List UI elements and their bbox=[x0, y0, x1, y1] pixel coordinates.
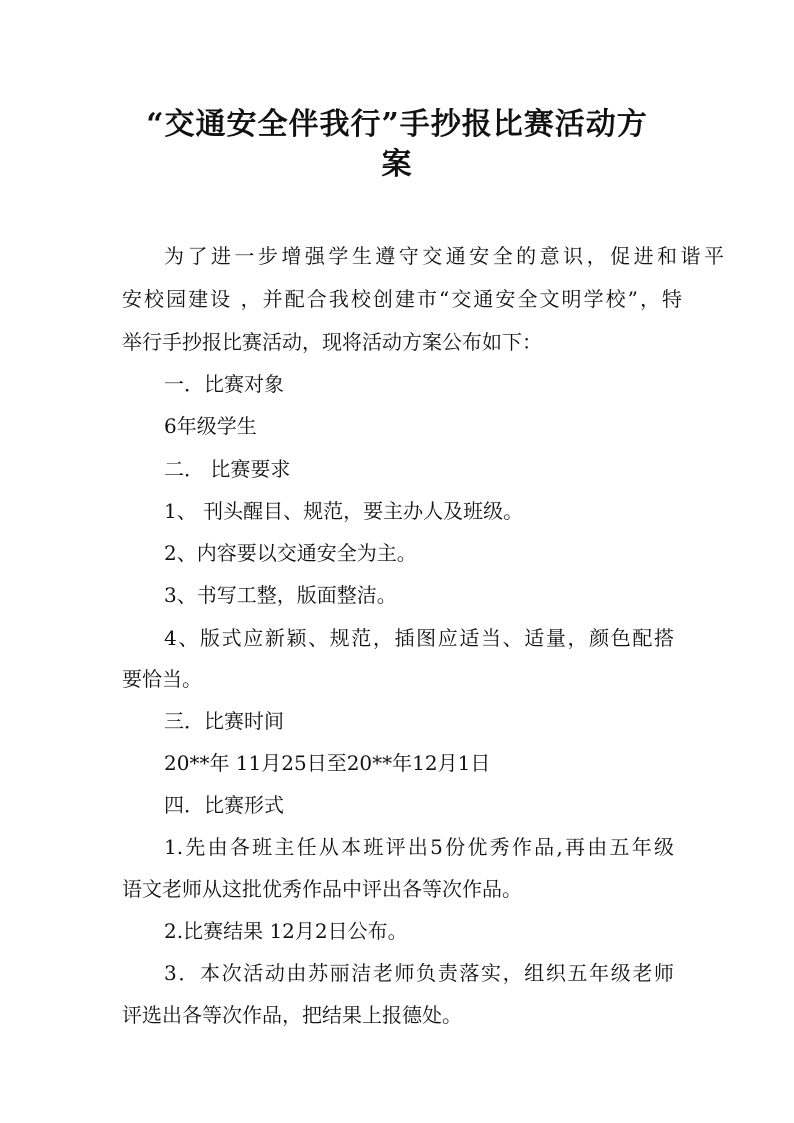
section-2-item-4-cont: 要恰当。 bbox=[122, 667, 202, 691]
section-1-heading: 一．比赛对象 bbox=[164, 372, 284, 396]
section-4-item-2: 2.比赛结果 12月2日公布。 bbox=[164, 919, 408, 943]
section-3-body: 20**年 11月25日至20**年12月1日 bbox=[164, 751, 491, 775]
section-2-item-4: 4、版式应新颖、规范，插图应适当、适量，颜色配搭 bbox=[164, 626, 674, 650]
document-title-line-2: 案 bbox=[381, 147, 413, 182]
intro-line-1: 为了进一步增强学生遵守交通安全的意识，促进和谐平 bbox=[164, 244, 724, 268]
document-title-line-1: “交通安全伴我行”手抄报比赛活动方 bbox=[146, 107, 648, 142]
section-3-heading: 三．比赛时间 bbox=[164, 709, 284, 733]
section-4-item-1: 1.先由各班主任从本班评出5份优秀作品,再由五年级 bbox=[164, 835, 674, 859]
section-4-heading: 四．比赛形式 bbox=[164, 793, 284, 817]
section-2-item-2: 2、内容要以交通安全为主。 bbox=[164, 541, 417, 565]
intro-line-3: 举行手抄报比赛活动，现将活动方案公布如下： bbox=[122, 330, 542, 354]
intro-line-2: 安校园建设 ，并配合我校创建市“交通安全文明学校”，特 bbox=[122, 287, 682, 311]
section-1-body: 6年级学生 bbox=[164, 414, 257, 438]
section-2-item-1: 1、 刊头醒目、规范，要主办人及班级。 bbox=[164, 499, 524, 523]
section-4-item-1-cont: 语文老师从这批优秀作品中评出各等次作品。 bbox=[122, 877, 522, 901]
section-2-item-3: 3、书写工整，版面整洁。 bbox=[164, 583, 397, 607]
section-2-heading: 二． 比赛要求 bbox=[164, 457, 291, 481]
section-4-item-3-cont: 评选出各等次作品，把结果上报德处。 bbox=[122, 1003, 462, 1027]
section-4-item-3: 3．本次活动由苏丽洁老师负责落实，组织五年级老师 bbox=[164, 961, 674, 985]
